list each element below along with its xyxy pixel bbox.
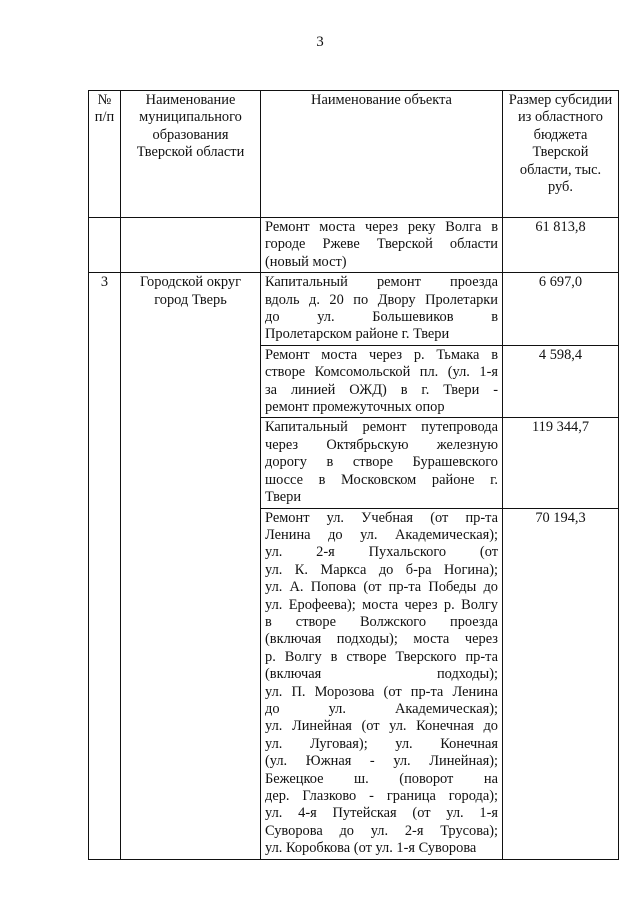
object-line: дер. Глазково - граница города);	[265, 788, 498, 804]
group-number-cell: 3	[89, 273, 121, 859]
header-num: № п/п	[89, 91, 121, 218]
object-line: (включая подходы); моста через	[265, 631, 498, 648]
object-line: Ремонт моста через реку Волга в	[265, 219, 498, 235]
amount-cell: 119 344,7	[503, 418, 619, 508]
object-line: ул. П. Морозова (от пр-та Ленина	[265, 683, 498, 700]
object-line: вдоль д. 20 по Двору Пролетарки	[265, 291, 498, 308]
object-line: ул. А. Попова (от пр-та Победы до	[265, 579, 498, 596]
object-line: Капитальный ремонт проезда	[265, 274, 498, 291]
table-row	[89, 273, 619, 346]
object-line: до ул. Академическая);	[265, 700, 498, 717]
amount-cell: 4 598,4	[503, 345, 619, 418]
table-header-row	[89, 91, 619, 218]
amount-cell: 61 813,8	[503, 218, 619, 273]
object-line: Капитальный ремонт путепровода	[265, 419, 498, 436]
object-line: ул. Линейная (от ул. Конечная до	[265, 718, 498, 735]
object-line: ул. К. Маркса до б-ра Ногина);	[265, 561, 498, 578]
object-line: р. Волгу в створе Тверского пр-та	[265, 648, 498, 665]
object-line: через Октябрьскую железную	[265, 436, 498, 453]
object-cell	[261, 418, 503, 508]
object-line: Ремонт моста через р. Тьмака в	[265, 346, 498, 363]
object-line: створе Комсомольской пл. (ул. 1-я	[265, 364, 498, 381]
group-municipality-cell: Городской округ город Тверь	[121, 273, 261, 859]
object-line: Ленина до ул. Академическая);	[265, 526, 498, 543]
object-line: (включая подходы);	[265, 666, 498, 683]
object-line: до ул. Большевиков в	[265, 309, 498, 326]
object-line: ул. 2-я Пухальского (от	[265, 544, 498, 561]
object-line: (ул. Южная - ул. Линейная);	[265, 753, 498, 770]
row-num-cell	[89, 218, 121, 273]
object-line: Ремонт ул. Учебная (от пр-та	[265, 509, 498, 526]
row-municipality-cell	[121, 218, 261, 273]
object-line: ул. Ерофеева); моста через р. Волгу	[265, 596, 498, 613]
object-line: ремонт промежуточных опор	[265, 399, 445, 416]
object-cell	[261, 218, 503, 273]
object-line: Бежецкое ш. (поворот на	[265, 770, 498, 787]
object-line: ул. Коробкова (от ул. 1-я Суворова	[265, 840, 477, 857]
object-line: Суворова до ул. 2-я Трусова);	[265, 822, 498, 839]
header-municipality: Наименование муниципального образования Тверской области	[121, 91, 261, 218]
object-line: городе Ржеве Тверской области	[265, 236, 498, 253]
object-line: за линией ОЖД) в г. Твери -	[265, 381, 498, 398]
subsidy-table	[88, 90, 619, 860]
object-line: дорогу в створе Бурашевского	[265, 454, 498, 471]
header-amount: Размер субсидии из областного бюджета Тверской области, тыс. руб.	[503, 91, 619, 218]
object-line: в створе Волжского проезда	[265, 613, 498, 630]
object-cell	[261, 345, 503, 418]
table-row	[89, 218, 619, 273]
amount-cell: 6 697,0	[503, 273, 619, 346]
object-line: (новый мост)	[265, 253, 347, 270]
object-line: Твери	[265, 489, 302, 506]
object-cell	[261, 273, 503, 346]
object-line: ул. Луговая); ул. Конечная	[265, 735, 498, 752]
amount-cell: 70 194,3	[503, 508, 619, 859]
page-number: 3	[316, 34, 324, 50]
object-cell	[261, 508, 503, 859]
object-line: ул. 4-я Путейская (от ул. 1-я	[265, 805, 498, 822]
header-object: Наименование объекта	[261, 91, 503, 218]
object-line: Пролетарском районе г. Твери	[265, 326, 450, 343]
object-line: шоссе в Московском районе г.	[265, 471, 498, 488]
